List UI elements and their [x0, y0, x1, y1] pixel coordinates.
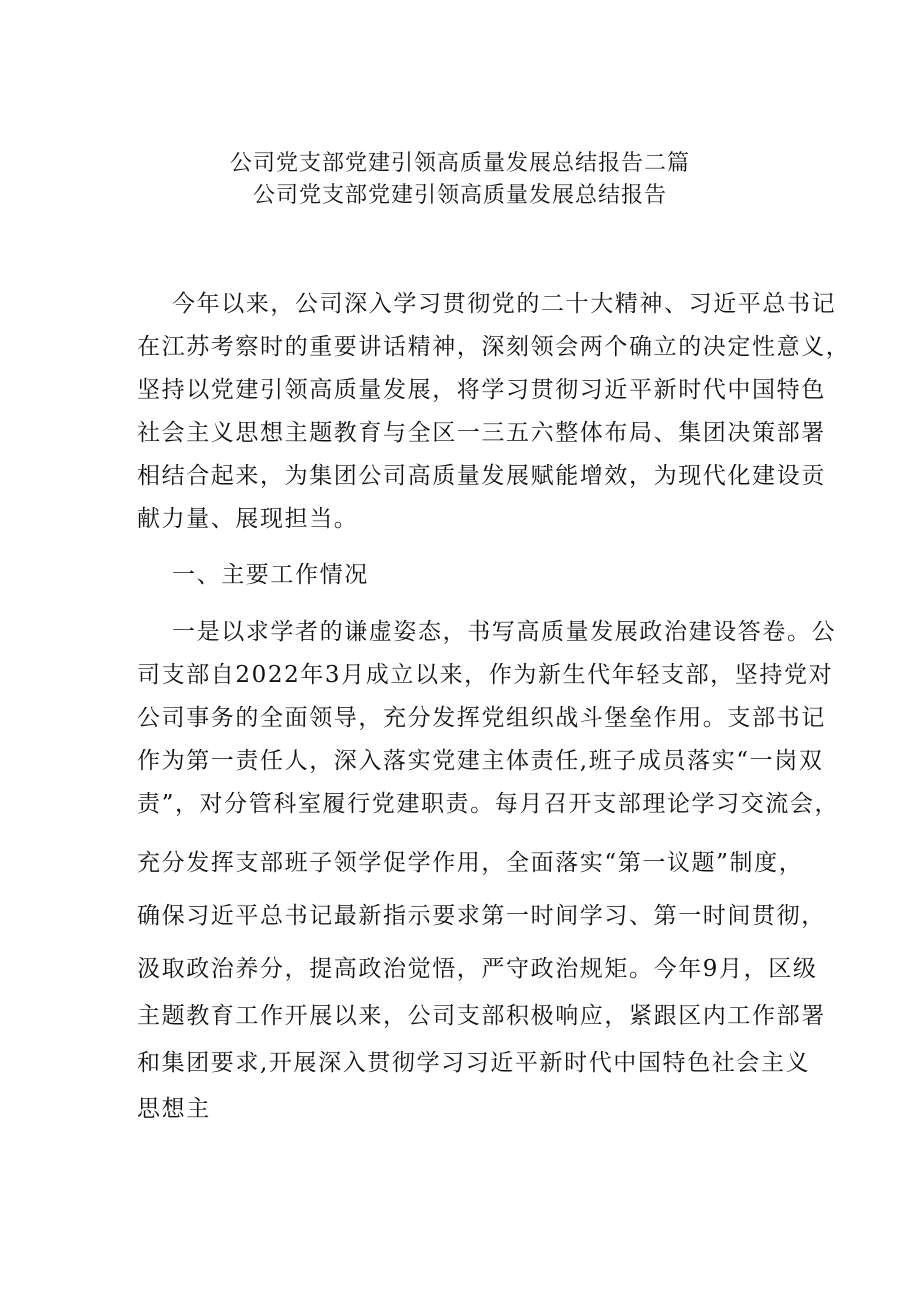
paragraph-line: 献力量、展现担当。 [137, 506, 359, 532]
paragraph-line: 公司事务的全面领导，充分发挥党组织战斗堡垒作用。支部书记 [137, 705, 826, 731]
paragraph-line: 司支部自2022年3月成立以来，作为新生代年轻支部，坚持党对 [137, 662, 834, 688]
paragraph-line: 思想主 [137, 1096, 211, 1122]
paragraph-line: 一是以求学者的谦虚姿态，书写高质量发展政治建设答卷。公 [172, 619, 837, 645]
section-heading: 一、主要工作情况 [172, 562, 369, 588]
paragraph-line: 作为第一责任人，深入落实党建主体责任,班子成员落实“一岗双 [137, 748, 824, 774]
paragraph-line: 确保习近平总书记最新指示要求第一时间学习、第一时间贯彻， [137, 903, 826, 929]
paragraph-line: 汲取政治养分，提高政治觉悟，严守政治规矩。今年9月，区级 [137, 956, 818, 982]
paragraph-line: 坚持以党建引领高质量发展，将学习贯彻习近平新时代中国特色 [137, 377, 826, 403]
paragraph-line: 社会主义思想主题教育与全区一三五六整体布局、集团决策部署 [137, 420, 826, 446]
document-subtitle: 公司党支部党建引领高质量发展总结报告 [252, 183, 667, 208]
document-title: 公司党支部党建引领高质量发展总结报告二篇 [229, 151, 690, 176]
paragraph-line: 在江苏考察时的重要讲话精神，深刻领会两个确立的决定性意义， [137, 334, 851, 360]
paragraph-line: 今年以来，公司深入学习贯彻党的二十大精神、习近平总书记 [172, 291, 837, 317]
paragraph-line: 相结合起来，为集团公司高质量发展赋能增效，为现代化建设贡 [137, 463, 826, 489]
paragraph-line: 责”，对分管科室履行党建职责。每月召开支部理论学习交流会， [137, 791, 840, 817]
paragraph-line: 和集团要求,开展深入贯彻学习习近平新时代中国特色社会主义 [137, 1050, 811, 1076]
paragraph-line: 主题教育工作开展以来，公司支部积极响应，紧跟区内工作部署 [137, 1003, 826, 1029]
paragraph-line: 充分发挥支部班子领学促学作用，全面落实“第一议题”制度， [137, 850, 804, 876]
